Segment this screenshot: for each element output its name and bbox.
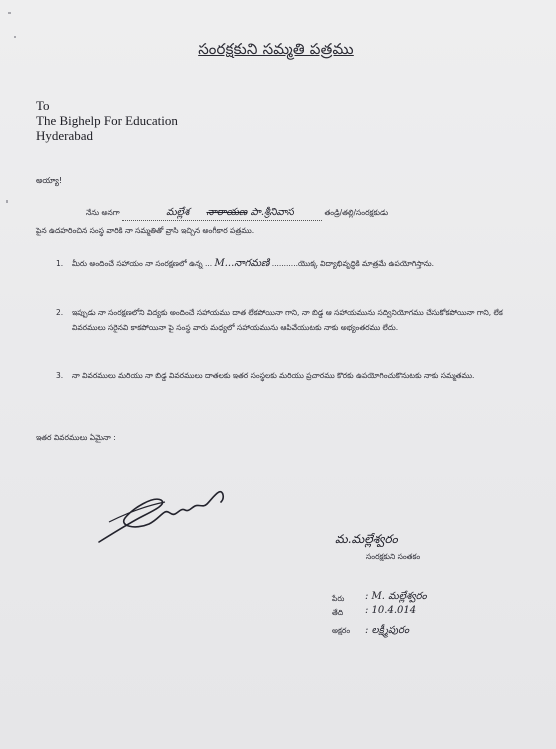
name-label: పేరు	[332, 594, 345, 603]
clause-1	[56, 256, 527, 286]
clause-2	[56, 305, 527, 355]
guardian-signature-label: సంరక్షకుని సంతకం	[366, 552, 421, 561]
guardian-signature: మ.మల్లేశ్వరం	[335, 532, 398, 546]
recipient-address	[36, 98, 178, 143]
clause-text-part: మీరు అందించే సహాయం నా సంరక్షణలో ఉన్న ...	[72, 259, 213, 268]
name-value: : M. మల్లేశ్వరం	[365, 591, 427, 602]
other-details-label: ఇతర వివరములు ఏమైనా :	[36, 433, 116, 442]
intro-line-2: పైన ఉదహరించిన సంస్థ వారికి నా సమ్మతితో వ్రాసి ఇచ్చిన అంగీకార పత్రము.	[36, 226, 255, 235]
struck-name: నారాయణ	[206, 207, 248, 218]
clause-text: ఇప్పుడు నా సంరక్షణలోని విద్యకు అందించే సహాయము దాత లేకపోయినా గాని, నా బిడ్డ ఆ సహాయమును సద్వినియోగము చేసుకోకపోయినా గాని, లేక వివరములు సరైనవి కాకపోయినా పై సంస్థ వారు మధ్యలో సహాయమును ఆపివేయుటకు నాకు అభ్యంతరము లేదు.	[72, 308, 503, 332]
clause-text-part: ...........యొక్క విద్యాభివృద్ధికి మాత్రమే ఉపయోగిస్తాను.	[271, 259, 435, 268]
address-line: Hyderabad	[36, 128, 94, 143]
clause-number: 3.	[56, 371, 64, 380]
handwritten-name	[122, 206, 322, 221]
clause-text	[72, 256, 527, 271]
parent-name: మల్లేశ	[166, 207, 190, 218]
intro-line-1	[86, 206, 388, 221]
intro-prefix: నేను అనగా	[86, 208, 120, 217]
date-value: : 10.4.014	[365, 605, 417, 616]
place-value: : లక్ష్మీపురం	[365, 625, 410, 636]
handwritten-child-name: M...నాగమణి	[214, 258, 270, 269]
signature-scribble-left	[95, 478, 235, 548]
salutation: అయ్యా!	[36, 176, 63, 185]
clause-text: నా వివరములు మరియు నా బిడ్డ వివరములు దాతలకు ఇతర సంస్థలకు మరియు ప్రచారము కొరకు ఉపయోగించుకొనుటకు నాకు సమ్మతము.	[72, 371, 475, 380]
address-line: To	[36, 98, 50, 113]
place-label: అక్షరం	[332, 626, 351, 635]
scan-speck	[14, 36, 16, 38]
clause-number: 2.	[56, 308, 64, 317]
relation-options: తండ్రి/తల్లి/సంరక్షకుడు	[324, 208, 389, 217]
scan-speck	[8, 12, 11, 14]
clause-3	[56, 368, 527, 400]
clause-number: 1.	[56, 259, 64, 268]
address-line: The Bighelp For Education	[36, 113, 178, 128]
scan-speck	[6, 200, 8, 203]
parent-name-2: పా.శ్రీనివాస	[250, 207, 294, 218]
date-label: తేది	[332, 608, 344, 617]
letter-title: సంరక్షకుని సమ్మతి పత్రము	[198, 40, 354, 58]
